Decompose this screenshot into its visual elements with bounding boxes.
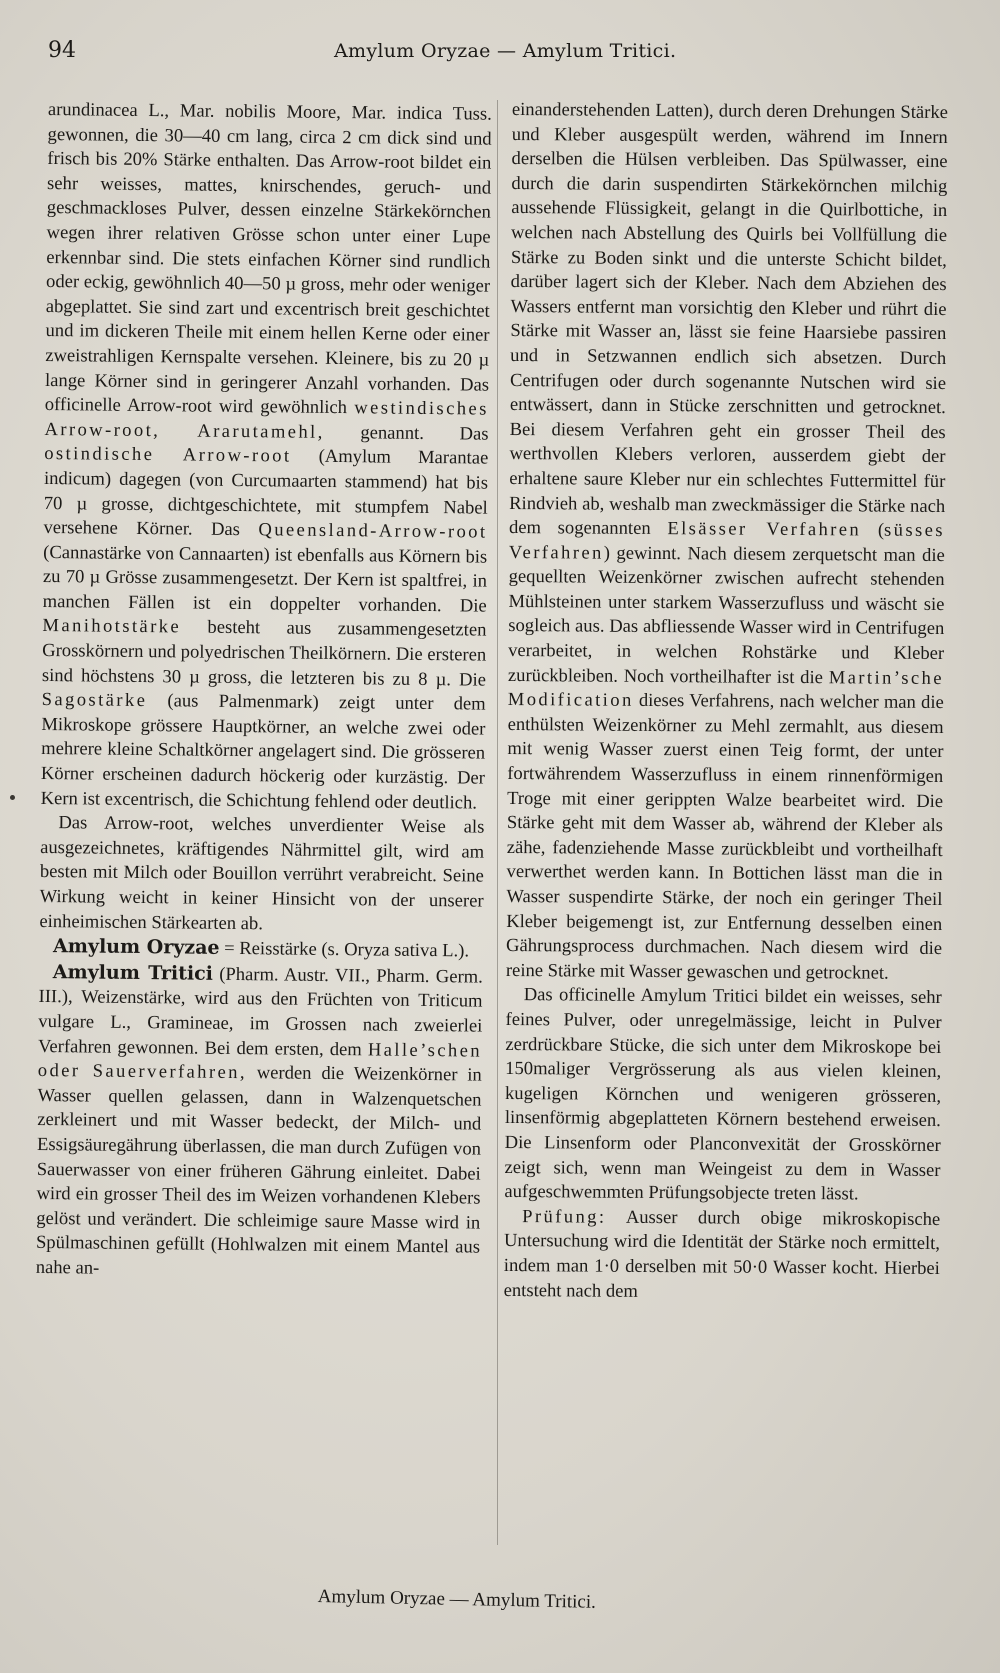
entry-amylum-tritici <box>36 960 483 1285</box>
spaced-term: Elsässer Verfahren <box>667 518 862 541</box>
left-column <box>36 98 492 1285</box>
text-run: (aus Palmenmark) zeigt unter dem Mikroskope grössere Hauptkörner, an welche zwei oder mehrere kleine Schaltkörner angelagert sind. Die grösseren Körner erscheinen dadurch höckerig oder kurzästig. Der Kern ist excentrisch, die Schichtung fehlend oder deutlich. <box>40 690 486 814</box>
page-number: 94 <box>48 38 76 63</box>
text-run: Ausser durch obige mikroskopische Untersuchung wird die Identität der Stärke noch ermittelt, indem man 1·0 derselben mit 50·0 Wasser kocht. Hierbei entsteht nach dem <box>503 1206 941 1302</box>
spaced-term: westindisches Arrow-root, Ararutamehl, <box>44 397 489 443</box>
entry-lemma: Amylum Tritici <box>52 960 214 985</box>
entry-text: = Reisstärke (s. Oryza sativa L.). <box>219 938 470 962</box>
spaced-term: Queensland-Arrow-root <box>258 519 488 543</box>
text-run: (Cannastärke von Cannaarten) ist ebenfalls aus Körnern bis zu 70 µ Grösse zusammengesetzt. Der Kern ist spaltfrei, in manchen Fällen ist ein doppelter vorhanden. Die <box>42 541 488 617</box>
description-paragraph: Das officinelle Amylum Tritici bildet ein weisses, sehr feines Pulver, oder unregelmässige, leicht in Pulver zerdrückbare Stücke, die sich unter dem Mikroskope bei 150maliger Vergrösserung als aus vielen kleinen, kugeligen Körnchen und wenigeren grösseren, linsenförmig abgeplatteten Körnern bestehend erweisen. Die Linsenform oder Planconvexität der Grosskörner zeigt sich, wenn man Weingeist zu dem in Wasser aufgeschwemmten Prüfungsobjecte treten lässt. <box>504 984 942 1205</box>
text-run: ( <box>861 519 885 541</box>
text-run: werden die Weizenkörner in Wasser quellen gelassen, dann in Walzenquetschen zerkleinert und mit Wasser bedeckt, der Milch- und Essigsäuregährung überlassen, die man durch Zufügen von Sauerwasser von einer früheren Gährung einleitet. Dabei wird ein grosser Theil des im Weizen vorhandenen Klebers gelöst und verändert. Die schleimige saure Masse wird in Spülmaschinen gefüllt (Hohlwalzen mit einem Mantel aus nahe an- <box>35 1062 482 1279</box>
arrowroot-paragraph <box>41 98 492 816</box>
text-run: dieses Verfahrens, nach welcher man die enthülsten Weizenkörner zu Mehl zermahlt, aus diesem mit wenig Wasser zuerst einen Teig formt, der unter fortwährendem Wasserzufluss in einem rinnenförmigen Troge mit einer gerippten Walze bearbeitet wird. Die Stärke geht mit dem Wasser ab, während der Kleber als zähe, fadenziehende Masse zurückbleibt und vortheilhaft verwerthet werden kann. In Bottichen lässt man die in Wasser suspendirte Stärke, der noch ein geringer Theil Kleber beigemengt ist, zur Entfernung desselben einen Gährungsprocess durchmachen. Nach diesem wird die reine Stärke mit Wasser gewaschen und getrocknet. <box>505 690 944 984</box>
usage-paragraph: Das Arrow-root, welches unverdienter Weise als ausgezeichnetes, kräftigendes Nährmittel gilt, wird am besten mit Milch oder Bouillon verrührt verabreicht. Seine Wirkung weicht in keiner Hinsicht von der unserer einheimischen Stärkearten ab. <box>39 812 485 934</box>
running-head-title: Amylum Oryzae — Amylum Tritici. <box>334 40 677 62</box>
text-run: arundinacea L., Mar. nobilis Moore, Mar. indica Tuss. gewonnen, die 30—40 cm lang, circa 2 cm dick sind und frisch bis 20% Stärke enthalten. Das Arrow-root bildet ein sehr weisses, mattes, knirschendes, geruch- und geschmackloses Pulver, dessen einzelne Stärkekörnchen wegen ihrer relativen Grösse schon unter einer Lupe erkennbar sind. Die stets einfachen Körner sind rundlich oder eckig, gewöhnlich 40—50 µ gross, mehr oder weniger abgeplattet. Sie sind zart und excentrisch breit geschichtet und im dickeren Theile mit einem hellen Kerne oder einer zweistrahligen Kernspalte versehen. Kleinere, bis zu 20 µ lange Körner sind in geringerer Anzahl vorhanden. Das officinelle Arrow-root wird gewöhnlich <box>44 98 492 419</box>
spaced-term: Prüfung: <box>522 1205 607 1228</box>
right-column <box>504 98 948 1306</box>
entry-lemma: Amylum Oryzae <box>53 935 220 960</box>
spaced-term: süsses Verfahren <box>508 519 946 564</box>
spaced-term: Manihotstärke <box>42 615 182 638</box>
spaced-term: Halle’schen oder Sauerverfahren, <box>37 1038 483 1084</box>
text-run: genannt. Das <box>324 421 489 445</box>
spaced-term: Martin’sche Modification <box>507 666 945 712</box>
running-head <box>48 38 678 68</box>
text-run: (Pharm. Austr. VII., Pharm. Germ. III.), Weizenstärke, wird aus den Früchten von Triticum vulgare L., Gramineae, im Grossen nach zweierlei Verfahren gewonnen. Bei dem ersten, dem <box>37 963 483 1060</box>
spaced-term: ostindische Arrow-root <box>44 443 292 467</box>
margin-speck <box>10 795 15 800</box>
testing-paragraph <box>504 1205 941 1306</box>
column-divider <box>497 100 498 1545</box>
text-run: (Amylum Marantae indicum) dagegen (von Curcumaarten stammend) hat bis 70 µ grosse, dichtgeschichtete, mit stumpfem Nabel versehene Körner. Das <box>43 445 489 541</box>
production-paragraph <box>506 98 948 986</box>
bottom-caption: Amylum Oryzae — Amylum Tritici. <box>317 1586 597 1613</box>
text-run: ) gewinnt. Nach diesem zerquetscht man die gequellten Weizenkörner zwischen aufrecht stehenden Mühlsteinen unter starkem Wasserzufluss und wäscht sie sogleich aus. Das abfliessende Wasser wird in Centrifugen verarbeitet, in welchen Rohstärke und Kleber zurückbleiben. Noch vortheilhafter ist die <box>507 542 945 688</box>
text-run: besteht aus zusammengesetzten Grosskörnern und polyedrischen Theilkörnern. Die ersteren sind höchstens 30 µ gross, die letzteren bis zu 8 µ. Die <box>41 616 487 691</box>
text-run: einanderstehenden Latten), durch deren Drehungen Stärke und Kleber ausgespült werden, während im Innern derselben die Hülsen verbleiben. Das Spülwasser, eine durch die darin suspendirten Stärkekörnchen milchig aussehende Flüssigkeit, gelangt in die Quirlbottiche, in welchen nach Abstellung des Quirls bei Vollfüllung die Stärke zu Boden sinkt und die unterste Schicht bildet, darüber lagert sich der Kleber. Nach dem Abziehen des Wassers entfernt man vorsichtig den Kleber und rührt die Stärke mit Wasser an, lässt sie feine Haarsiebe passiren und in Setzwannen endlich sich absetzen. Durch Centrifugen oder durch sogenannte Nutschen wird sie entwässert, dann in Stücke zerschnitten und getrocknet. Bei diesem Verfahren geht ein grosser Theil des werthvollen Klebers verloren, ausserdem giebt der erhaltene saure Kleber nur ein schlechtes Futtermittel für Rindvieh ab, weshalb man zweckmässiger die Stärke nach dem sogenannten <box>508 98 948 540</box>
spaced-term: Sagostärke <box>41 689 148 712</box>
